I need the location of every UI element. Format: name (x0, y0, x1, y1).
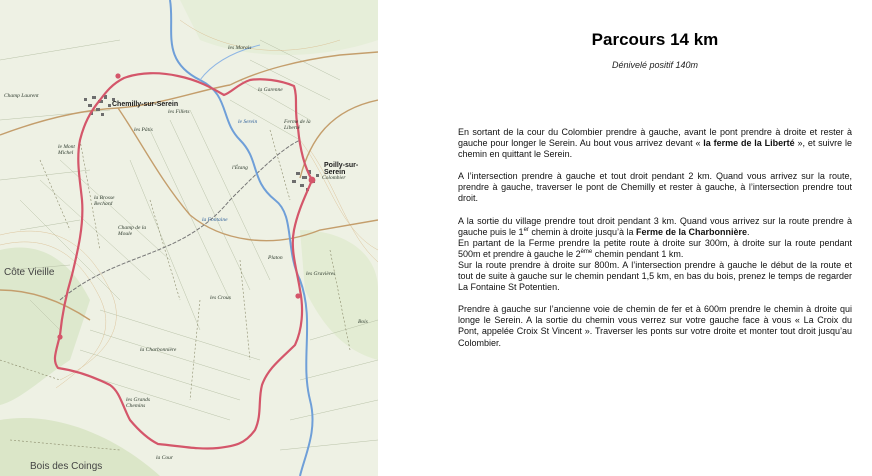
label-champ-moule: Champ de la Moule (118, 225, 147, 237)
label-la-fontaine: la Fontaine (202, 217, 228, 223)
waypoint-marker-charbonniere (57, 334, 62, 339)
label-les-marais: les Marais (228, 45, 252, 51)
label-bois: Bois (358, 319, 368, 325)
label-bois-coings: Bois des Coings (30, 461, 103, 472)
label-poilly: Poilly-sur-Serein (324, 162, 359, 176)
p3-bold-charbonniere: Ferme de la Charbonnière (635, 226, 748, 237)
paragraph-1 (458, 127, 852, 160)
label-ferme-liberte: Ferme de la Liberté (284, 119, 311, 131)
paragraph-4 (458, 304, 852, 348)
label-l-etang: l'Étang (232, 165, 248, 171)
p3-text-4: En partant de la Ferme prendre la petite route à droite sur 300m, à droite sur la route pendant 500m et prendre à gauche le 2 (458, 237, 852, 259)
p3-text-5: chemin pendant 1 km. (592, 248, 684, 259)
paragraph-2 (458, 171, 852, 204)
label-champ-laurent: Champ Laurent (4, 93, 39, 99)
p3-sup-2: ème (580, 248, 593, 255)
label-grands-chemins: les Grands Chemins (126, 397, 150, 409)
route-description (458, 30, 852, 360)
p2-text-1: A l’intersection prendre à gauche et tout droit pendant 2 km. Quand vous arrivez sur la route, prendre à gauche, traverser le pont de Chemilly et rester à gauche, à l’intersection prendre tout droit. (458, 171, 852, 204)
label-le-serein: le Serein (238, 119, 258, 125)
label-la-cour: la Cour (156, 455, 173, 461)
waypoint-marker (295, 293, 300, 298)
p1-bold-ferme-liberte: la ferme de la Liberté (703, 138, 795, 149)
label-mont-michel: le Mont Michel (58, 144, 75, 156)
label-la-garenne: la Garenne (258, 87, 283, 93)
label-les-fillets: les Fillets (168, 109, 190, 115)
p1-text-1: En sortant de la cour du Colombier prendre à gauche, avant le pont prendre à droite et rester à gauche pour longer le Serein. Au bout vous arrivez devant « (458, 127, 852, 149)
p3-text-2: chemin à droite jusqu’à la (528, 226, 636, 237)
waypoint-marker-north (115, 73, 120, 78)
elevation-gain: Dénivelé positif 140m (611, 60, 699, 70)
label-chemilly: Chemilly-sur-Serein (112, 101, 179, 108)
label-les-gravieres: les Gravières (306, 271, 336, 277)
label-platon: Platon (268, 255, 283, 261)
paragraph-3 (458, 216, 852, 294)
page-title: Parcours 14 km (591, 30, 719, 49)
label-les-pateis: les Pâtis (134, 127, 153, 133)
label-les-croux: les Croux (210, 295, 232, 301)
p1-text-2: », et suivre le chemin en quittant le Serein. (458, 138, 853, 160)
p4-text-1: Prendre à gauche sur l’ancienne voie de chemin de fer et à 600m prendre le chemin à droite qui longe le Serein. A la sortie du chemin vous verrez sur votre gauche face à vous « La Croix du Pont, appelée Croix St Vincent ». Traverser les ponts sur votre droite et monter tout droit jusqu’au Colombier. (458, 304, 852, 348)
label-charbonniere: la Charbonnière (140, 347, 177, 353)
p3-sup-1: er (523, 226, 529, 233)
start-marker (309, 177, 316, 184)
label-colombier: Colombier (322, 175, 346, 181)
p3-line-2 (458, 238, 852, 260)
p3-line-3: Sur la route prendre à droite sur 800m. A l’intersection prendre à gauche le début de la route et tout de suite à gauche sur le chemin pendant 1,5 km, en bas du bois, prenez le temps de regarder La Fontaine St Potentien. (458, 259, 852, 293)
p3-text-3: . (747, 226, 750, 237)
route-map[interactable] (0, 0, 378, 476)
map-canvas (0, 0, 378, 476)
label-la-brosse: la Brosse Bechard (94, 195, 115, 207)
label-cote-vieille: Côte Vieille (4, 267, 55, 278)
p3-text-1: A la sortie du village prendre tout droit pendant 3 km. Quand vous arrivez sur la route prendre à gauche puis le 1 (458, 215, 852, 237)
